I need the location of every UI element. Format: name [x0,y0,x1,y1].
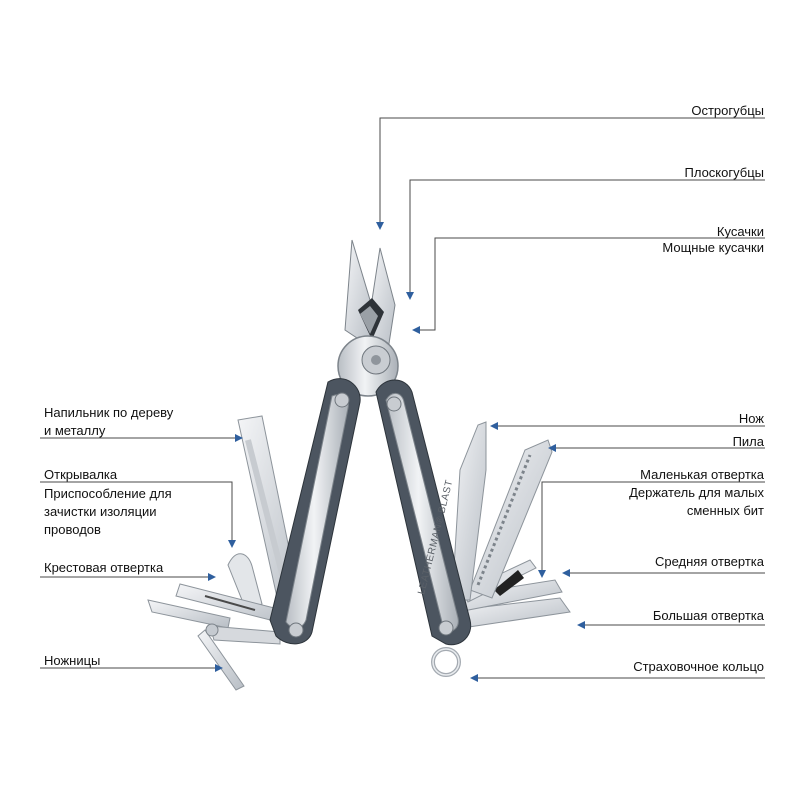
label-pila: Пила [732,434,764,449]
label-strakhovochnoe-koltso: Страховочное кольцо [633,659,764,674]
label-nozh: Нож [738,411,764,426]
arrow-otkryvalka [228,540,236,548]
arrow-srednyaya [562,569,570,577]
lanyard-ring-shape [433,649,459,675]
arrow-koltso [470,674,478,682]
arrow-krestovaya [208,573,216,581]
arrow-kusachki [412,326,420,334]
arrow-bolshaya [577,621,585,629]
label-ploskogubtsy: Плоскогубцы [684,165,764,180]
leader-ploskogubtsy [410,180,765,292]
label-malenkaya-otvertka: Маленькая отвертка [640,467,764,482]
label-bolshaya-otvertka: Большая отвертка [652,608,764,623]
right-handle [376,380,471,645]
label-napilnik-line1: Напильник по дереву [44,405,174,420]
label-derzhatel-line1: Держатель для малых [629,485,764,500]
multitool-illustration [148,240,570,690]
left-handle [270,379,360,644]
label-ostrogubtsy: Острогубцы [691,103,764,118]
label-zachistka-line2: зачистки изоляции [44,504,157,519]
label-otkryvalka: Открывалка [44,467,118,482]
label-moshchnye-kusachki: Мощные кусачки [662,240,764,255]
label-nozhnitsy: Ножницы [44,653,101,668]
arrow-ploskogubtsy [406,292,414,300]
label-derzhatel-line2: сменных бит [686,503,764,518]
arrow-nozh [490,422,498,430]
arrow-malenkaya [538,570,546,578]
pliers-jaws [345,240,395,350]
arrow-ostrogubtsy [376,222,384,230]
label-kusachki: Кусачки [716,224,764,239]
label-krestovaya-otvertka: Крестовая отвертка [44,560,164,575]
label-srednyaya-otvertka: Средняя отвертка [654,554,764,569]
label-napilnik-line2: и металлу [44,423,106,438]
handle-engraving: LEATHERMAN® BLAST [416,478,456,596]
label-zachistka-line1: Приспособление для [44,486,172,501]
label-zachistka-line3: проводов [44,522,101,537]
